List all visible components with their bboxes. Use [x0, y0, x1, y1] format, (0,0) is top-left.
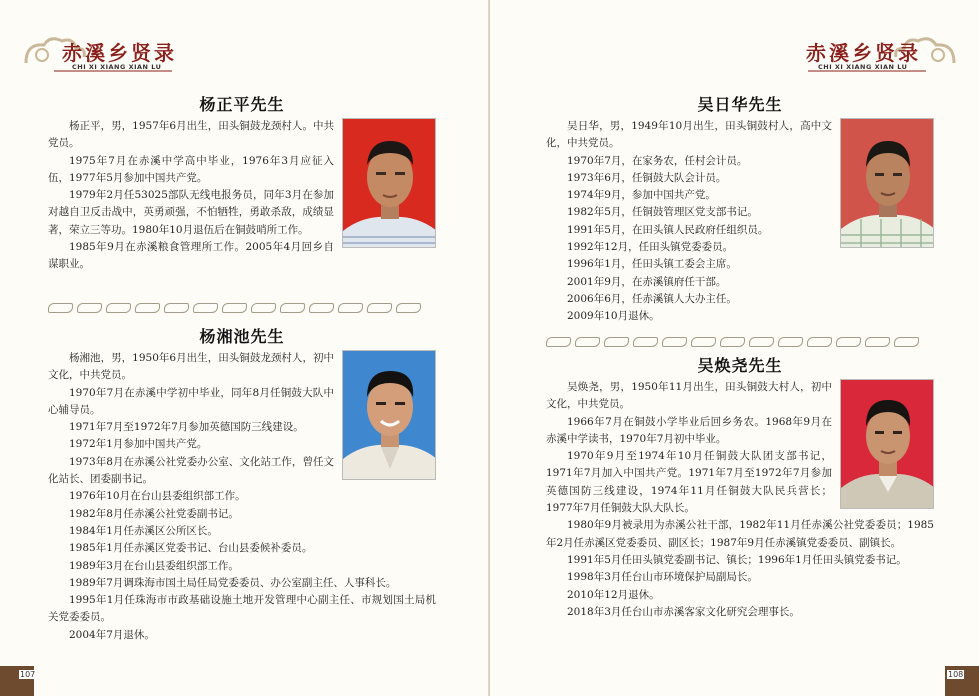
page-number-tab: [0, 666, 34, 696]
bio-paragraph: 1970年9月至1974年10月任铜鼓大队团支部书记，1971年7月加入中国共产党。1971年7月至1972年7月参加英德国防三线建设，1974年11月任铜鼓大队民兵营长；1977年7月任铜鼓大队大队长。: [546, 450, 832, 515]
header-title: 赤溪乡贤录: [62, 41, 177, 65]
bio-paragraph: 1980年9月被录用为赤溪公社干部，1982年11月任赤溪公社党委委员；1985年2月任赤溪区党委委员、副区长；1987年9月任赤溪镇党委委员、副镇长。: [546, 519, 934, 549]
left-page: [0, 0, 489, 696]
bio-yang-zhengping: [48, 92, 436, 274]
bio-paragraph: 1982年5月，任铜鼓管理区党支部书记。: [567, 206, 758, 219]
bio-name: 杨正平先生: [199, 95, 285, 114]
bio-paragraph: 1995年1月任珠海市市政基础设施土地开发管理中心副主任、市规划国土局机关党委委员。: [48, 594, 436, 624]
right-page: [490, 0, 979, 696]
bio-paragraph: 1996年1月，任田头镇工委会主席。: [567, 258, 737, 271]
portrait-photo: [840, 379, 934, 509]
bio-wu-rihua: [546, 92, 934, 326]
bio-paragraph: 1998年3月任台山市环境保护局副局长。: [567, 571, 758, 584]
bio-paragraph: 2006年6月，任赤溪镇人大办主任。: [567, 292, 737, 305]
bio-paragraph: 1985年9月在赤溪粮食管理所工作。2005年4月回乡自谋职业。: [48, 241, 334, 271]
section-divider: [546, 332, 923, 344]
bio-paragraph: 1972年1月参加中国共产党。: [69, 438, 208, 451]
bio-paragraph: 1992年12月，任田头镇党委委员。: [567, 241, 734, 254]
bio-paragraph: 1989年3月在台山县委组织部工作。: [69, 559, 239, 572]
bio-paragraph: 1991年5月，在田头镇人民政府任组织员。: [567, 223, 769, 236]
bio-paragraph: 2001年9月，在赤溪镇府任干部。: [567, 275, 727, 288]
bio-name: 吴焕尧先生: [697, 356, 783, 375]
bio-paragraph: 2018年3月任台山市赤溪客家文化研究会理事长。: [567, 605, 800, 618]
bio-name: 杨湘池先生: [199, 327, 285, 346]
bio-paragraph: 2004年7月退休。: [69, 628, 155, 641]
page-number: 108: [948, 670, 964, 679]
header-subtitle: CHI XI XIANG XIAN LU: [818, 63, 908, 71]
bio-paragraph: 1971年7月至1972年7月参加英德国防三线建设。: [69, 421, 304, 434]
header-subtitle: CHI XI XIANG XIAN LU: [72, 63, 162, 71]
bio-paragraph: 2009年10月退休。: [567, 310, 660, 323]
bio-paragraph: 1989年7月调珠海市国土局任局党委委员、办公室副主任、人事科长。: [69, 576, 397, 589]
bio-paragraph: 1985年1月任赤溪区党委书记、台山县委候补委员。: [69, 542, 313, 555]
bio-paragraph: 1974年9月，参加中国共产党。: [567, 189, 716, 202]
header-title: 赤溪乡贤录: [806, 41, 921, 65]
bio-paragraph: 1970年7月，在家务农，任村会计员。: [567, 154, 748, 167]
bio-paragraph: 1973年6月，任铜鼓大队会计员。: [567, 171, 727, 184]
bio-paragraph: 1966年7月在铜鼓小学毕业后回乡务农。1968年9月在赤溪中学读书，1970年7月初中毕业。: [546, 415, 832, 445]
bio-paragraph: 1975年7月在赤溪中学高中毕业，1976年3月应征入伍，1977年5月参加中国共产党。: [48, 154, 334, 184]
bio-paragraph: 1979年2月任53025部队无线电报务员，同年3月在参加对越自卫反击战中，英勇顽强，不怕牺牲，勇敢杀敌，成绩显著，荣立三等功。1980年10月退伍后在铜鼓哨所工作。: [48, 189, 334, 236]
bio-paragraph: 1970年7月在赤溪中学初中毕业，同年8月任铜鼓大队中心辅导员。: [48, 386, 334, 416]
portrait-photo: [342, 350, 436, 480]
page-number-tab: [945, 666, 979, 696]
bio-paragraph: 吴焕尧，男，1950年11月出生，田头铜鼓大村人，初中文化，中共党员。: [546, 381, 832, 411]
bio-paragraph: 1973年8月在赤溪公社党委办公室、文化站工作，曾任文化站长、团委副书记。: [48, 455, 334, 486]
section-divider: [48, 298, 425, 310]
bio-paragraph: 杨正平，男，1957年6月出生，田头铜鼓龙颈村人。中共党员。: [48, 120, 334, 150]
bio-paragraph: 1982年8月任赤溪公社党委副书记。: [69, 507, 239, 520]
portrait-photo: [840, 118, 934, 248]
bio-paragraph: 杨湘池，男，1950年6月出生，田头铜鼓龙颈村人，初中文化，中共党员。: [48, 352, 334, 382]
page-number: 107: [20, 670, 36, 679]
bio-yang-xiangchi: [48, 324, 436, 644]
bio-wu-huanyao: [546, 353, 934, 621]
bio-paragraph: 吴日华，男，1949年10月出生，田头铜鼓村人，高中文化，中共党员。: [546, 120, 832, 150]
bio-paragraph: 1984年1月任赤溪区公所区长。: [69, 524, 218, 537]
bio-paragraph: 1991年5月任田头镇党委副书记、镇长；1996年1月任田头镇党委书记。: [567, 553, 907, 566]
bio-paragraph: 2010年12月退休。: [567, 588, 660, 601]
bio-name: 吴日华先生: [697, 95, 783, 114]
bio-paragraph: 1976年10月在台山县委组织部工作。: [69, 490, 246, 503]
portrait-photo: [342, 118, 436, 248]
